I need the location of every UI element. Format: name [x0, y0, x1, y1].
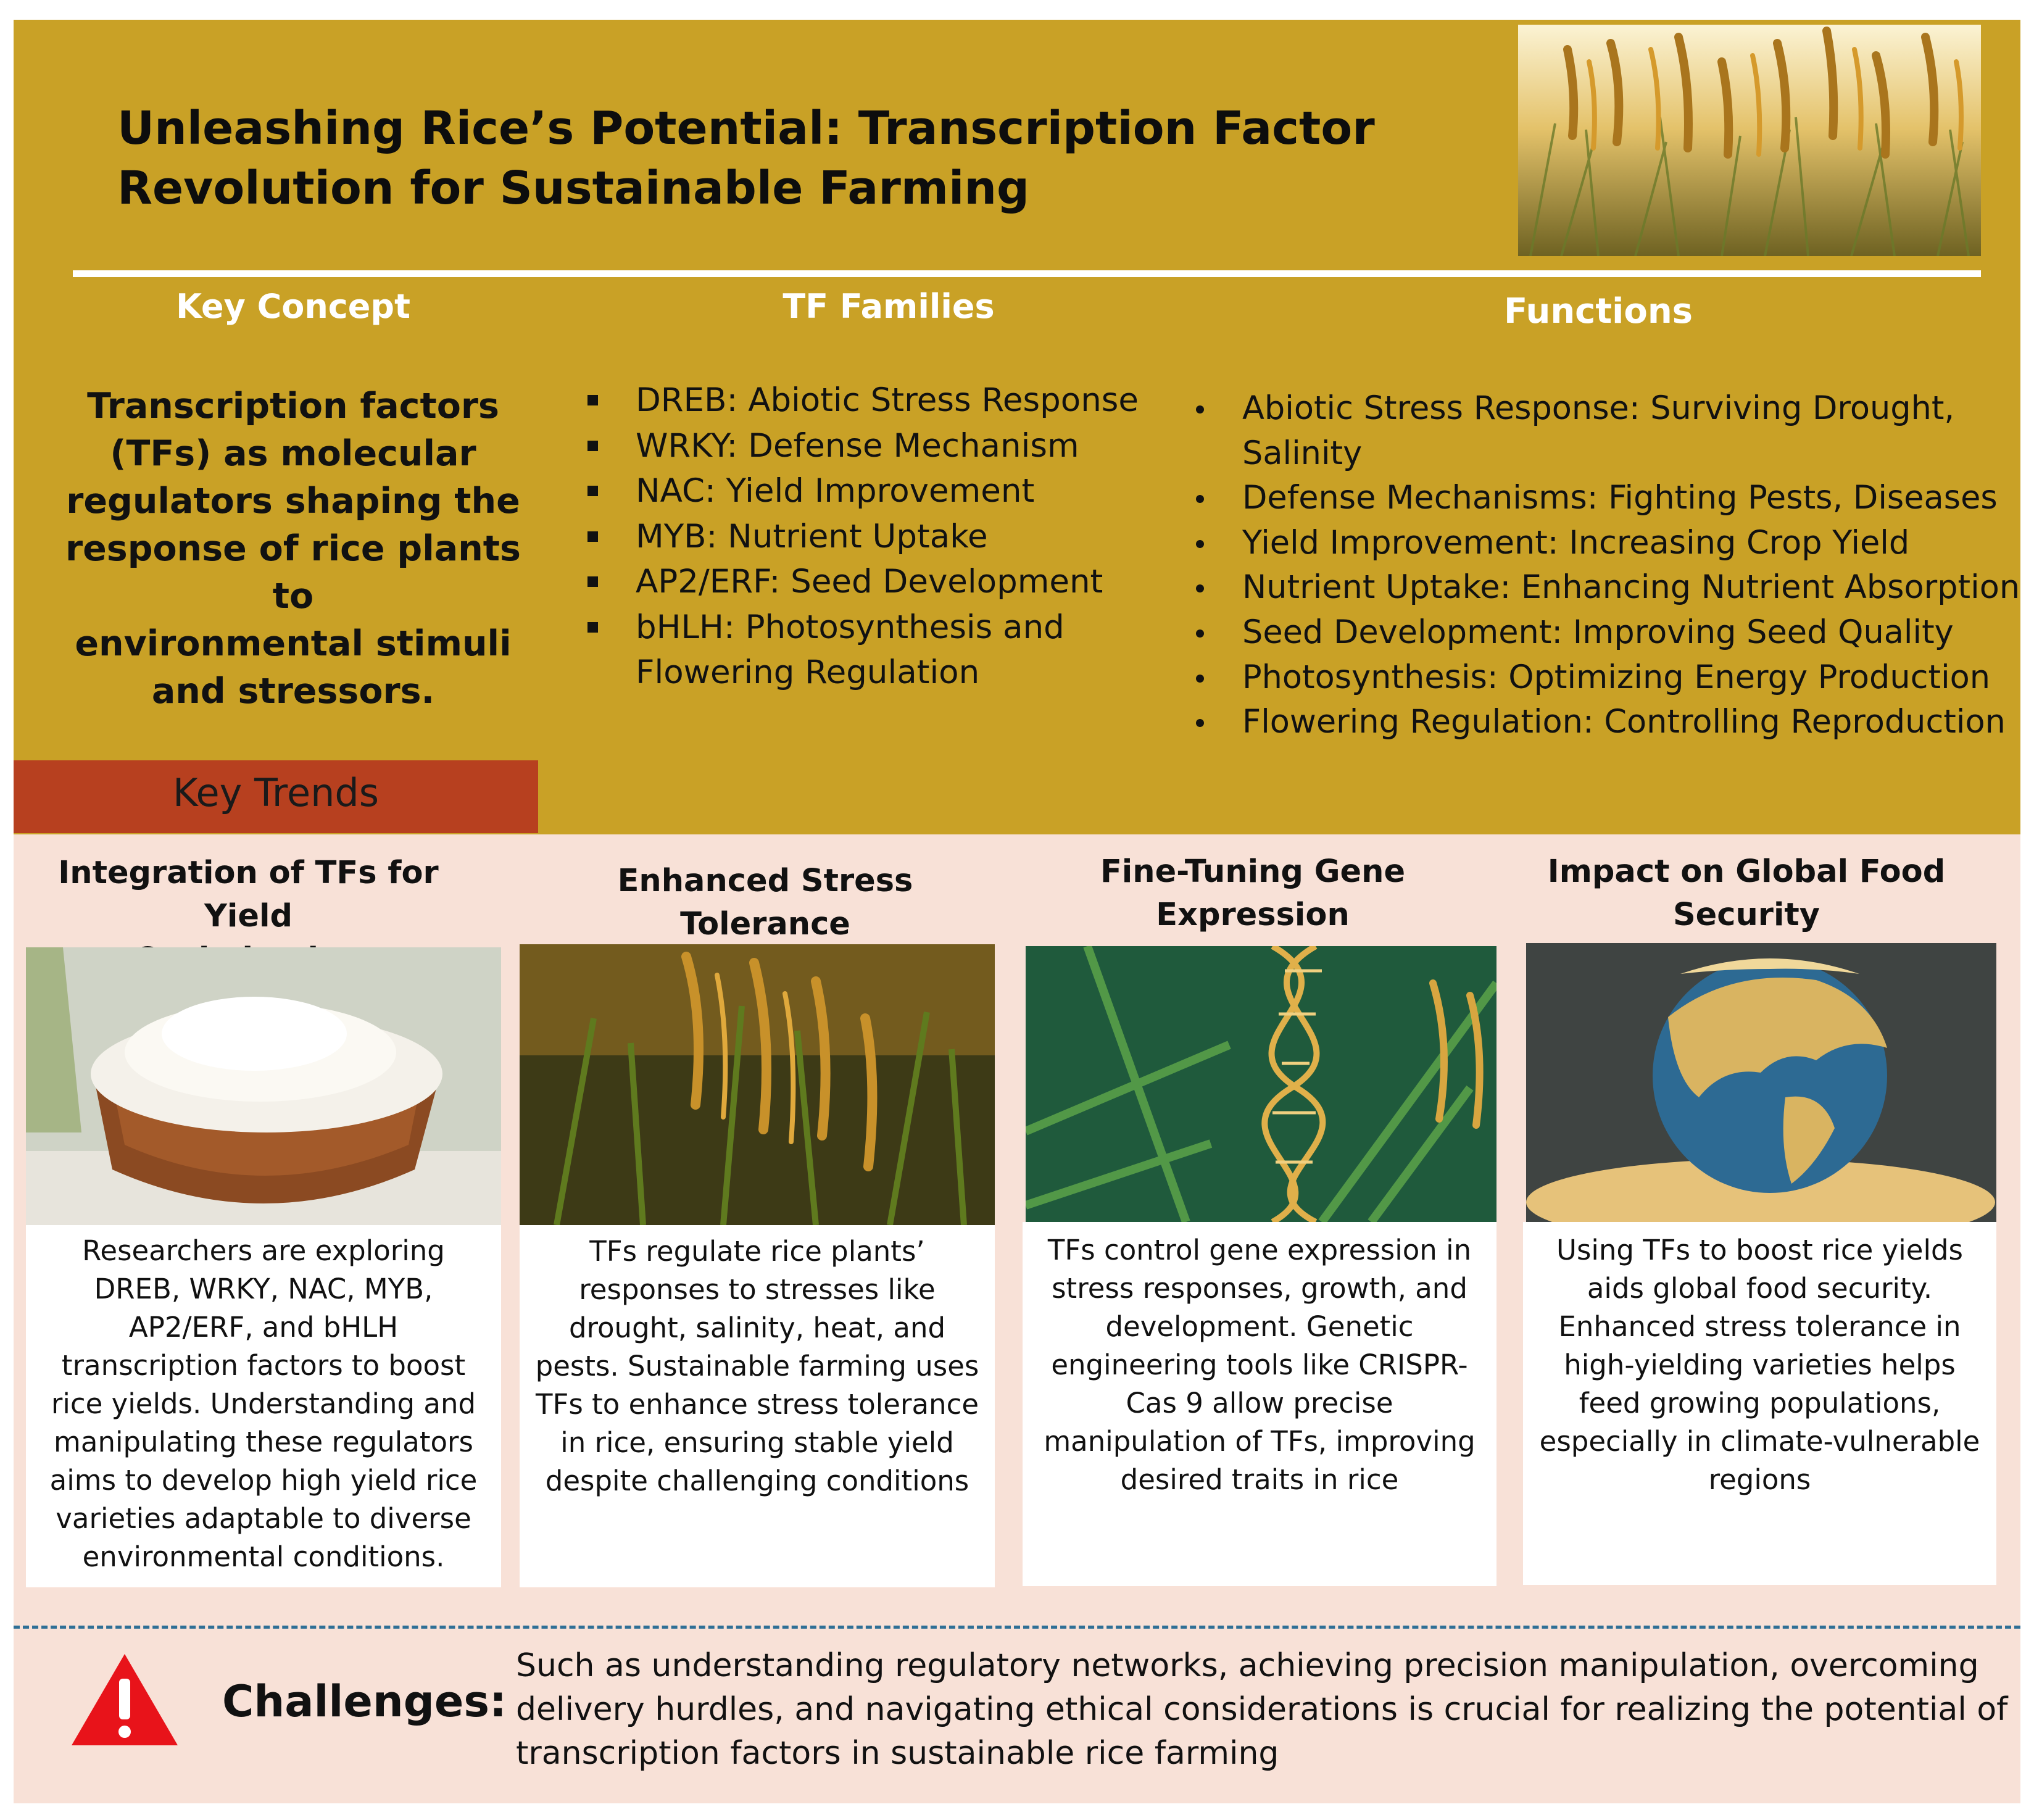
list-item: Nutrient Uptake: Enhancing Nutrient Absorption — [1185, 565, 2024, 610]
trend-card-text — [1023, 1231, 1496, 1499]
section-divider — [14, 1626, 2020, 1629]
trend-text-line: varieties adaptable to diverse — [56, 1502, 471, 1535]
trend-heading-line: Integration of TFs for Yield — [58, 855, 439, 934]
trend-heading — [518, 860, 1012, 946]
list-item: WRKY: Defense Mechanism — [580, 423, 1197, 469]
trend-text-line: Enhanced stress tolerance in — [1558, 1310, 1961, 1343]
trend-card-text — [1523, 1231, 1996, 1499]
trend-text-line: Using TFs to boost rice yields — [1556, 1234, 1963, 1266]
trend-text-line: aids global food security. — [1587, 1272, 1933, 1305]
list-item: Photosynthesis: Optimizing Energy Production — [1185, 655, 2024, 700]
functions-heading: Functions — [1503, 291, 1693, 331]
trend-text-line: TFs control gene expression in — [1047, 1234, 1472, 1266]
warning-triangle-icon — [69, 1652, 180, 1748]
trend-text-line: manipulating these regulators — [54, 1426, 473, 1458]
key-concept-line: response of rice plants to — [65, 528, 521, 617]
challenges-line: transcription factors in sustainable rice farming — [516, 1735, 1279, 1772]
list-item: AP2/ERF: Seed Development — [580, 559, 1197, 605]
trend-text-line: despite challenging conditions — [545, 1465, 969, 1497]
rice-bowl-image — [26, 947, 501, 1225]
page-title — [117, 99, 1444, 218]
rice-panicles-image — [520, 944, 995, 1225]
key-trends-label: Key Trends — [172, 770, 380, 815]
trend-heading — [1027, 850, 1478, 937]
trend-text-line: aims to develop high yield rice — [49, 1464, 478, 1497]
rice-panicles-illustration — [520, 944, 995, 1225]
tf-families-heading: TF Families — [782, 287, 995, 326]
trend-text-line: manipulation of TFs, improving — [1044, 1425, 1476, 1458]
trend-heading-line: Impact on Global Food — [1547, 854, 1946, 890]
trend-text-line: desired traits in rice — [1120, 1463, 1399, 1496]
rice-field-photo — [1518, 25, 1981, 256]
trend-text-line: stress responses, growth, and — [1052, 1272, 1467, 1305]
challenges-line: delivery hurdles, and navigating ethical considerations is crucial for realizing the potential of — [516, 1691, 2008, 1728]
challenges-line: Such as understanding regulatory networks, achieving precision manipulation, overcoming — [516, 1647, 1979, 1684]
rice-globe-illustration — [1526, 943, 1996, 1222]
trend-card-text — [520, 1232, 995, 1500]
trend-text-line: rice yields. Understanding and — [51, 1387, 476, 1420]
key-concept-heading: Key Concept — [176, 287, 410, 326]
key-concept-text — [43, 383, 543, 715]
trend-text-line: in rice, ensuring stable yield — [560, 1426, 954, 1459]
key-concept-line: (TFs) as molecular — [110, 433, 476, 474]
trend-heading-line: Fine-Tuning Gene — [1100, 854, 1406, 890]
list-item: Flowering Regulation: Controlling Reproduction — [1185, 700, 2024, 745]
trend-text-line: pests. Sustainable farming uses — [535, 1350, 979, 1382]
trend-text-line: environmental conditions. — [82, 1540, 445, 1573]
key-concept-line: regulators shaping the — [66, 481, 520, 521]
key-concept-line: Transcription factors — [87, 386, 499, 426]
functions-list — [1185, 386, 2024, 745]
trend-heading-line: Tolerance — [680, 906, 850, 942]
list-item: Abiotic Stress Response: Surviving Drought, Salinity — [1185, 386, 2024, 476]
trend-text-line: high-yielding varieties helps — [1564, 1348, 1956, 1381]
dna-helix-illustration — [1026, 946, 1496, 1222]
challenges-label: Challenges: — [222, 1676, 507, 1727]
trend-heading-line: Security — [1672, 897, 1820, 933]
trend-text-line: TFs regulate rice plants’ — [589, 1235, 925, 1268]
challenges-text — [516, 1644, 2009, 1776]
trend-text-line: AP2/ERF, and bHLH — [128, 1311, 399, 1344]
trend-text-line: feed growing populations, — [1579, 1387, 1941, 1419]
trend-text-line: Researchers are exploring — [82, 1234, 445, 1267]
trend-card-text — [26, 1232, 501, 1576]
trend-heading — [1524, 850, 1969, 937]
header-divider — [73, 270, 1981, 277]
dna-helix-image — [1026, 946, 1496, 1222]
trend-text-line: development. Genetic — [1105, 1310, 1414, 1343]
list-item: NAC: Yield Improvement — [580, 468, 1197, 514]
list-item: Defense Mechanisms: Fighting Pests, Diseases — [1185, 476, 2024, 521]
trend-text-line: regions — [1708, 1463, 1811, 1496]
rice-field-illustration — [1518, 25, 1981, 256]
key-concept-line: and stressors. — [151, 671, 435, 712]
title-line-1: Unleashing Rice’s Potential: Transcription Factor — [117, 102, 1375, 155]
trend-text-line: DREB, WRKY, NAC, MYB, — [94, 1273, 433, 1305]
trend-text-line: drought, salinity, heat, and — [568, 1311, 946, 1344]
trend-text-line: responses to stresses like — [579, 1273, 936, 1306]
trend-text-line: especially in climate-vulnerable — [1539, 1425, 1980, 1458]
trend-text-line: Cas 9 allow precise — [1126, 1387, 1393, 1419]
list-item: MYB: Nutrient Uptake — [580, 514, 1197, 560]
list-item: DREB: Abiotic Stress Response — [580, 378, 1197, 423]
rice-bowl-illustration — [26, 947, 501, 1225]
trend-text-line: TFs to enhance stress tolerance — [535, 1388, 979, 1421]
trend-heading-line: Expression — [1156, 897, 1350, 933]
title-line-2: Revolution for Sustainable Farming — [117, 162, 1029, 215]
trend-text-line: engineering tools like CRISPR- — [1051, 1348, 1468, 1381]
tf-families-list — [580, 378, 1197, 696]
list-item: Seed Development: Improving Seed Quality — [1185, 610, 2024, 655]
key-concept-line: environmental stimuli — [75, 623, 512, 664]
list-item: Yield Improvement: Increasing Crop Yield — [1185, 521, 2024, 566]
rice-globe-image — [1526, 943, 1996, 1222]
list-item: bHLH: Photosynthesis and Flowering Regulation — [580, 605, 1197, 696]
trend-heading-line: Enhanced Stress — [617, 863, 913, 899]
trend-text-line: transcription factors to boost — [61, 1349, 466, 1382]
